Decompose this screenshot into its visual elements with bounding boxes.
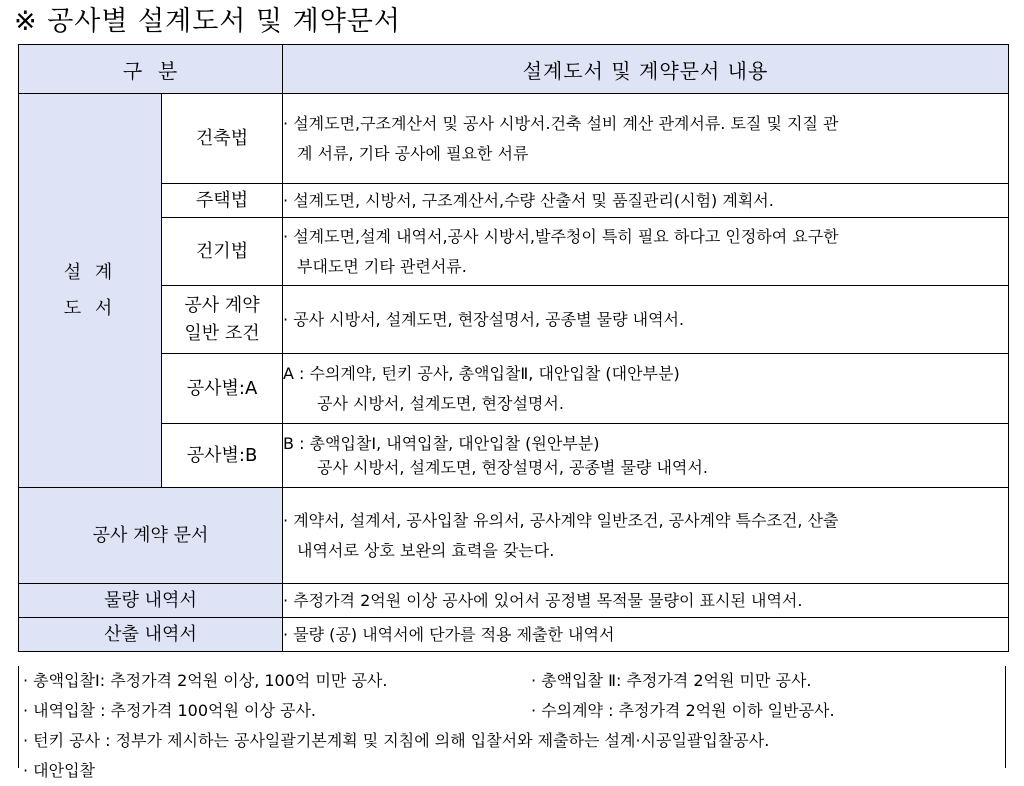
row-name-type-a: 공사별:A <box>162 354 283 424</box>
note-row <box>19 756 1005 786</box>
quantity-bill-content <box>283 584 1009 618</box>
content-line: · 설계도면,설계 내역서,공사 시방서,발주청이 특히 필요 하다고 인정하여 요구한 <box>283 226 839 246</box>
table-row <box>19 184 1009 218</box>
contract-docs-label: 공사 계약 문서 <box>19 488 283 584</box>
row-content-building-act <box>283 94 1009 184</box>
row-name-type-b: 공사별:B <box>162 424 283 488</box>
content-line: · 물량 (공) 내역서에 단가를 적용 제출한 내역서 <box>283 624 615 644</box>
page-title: ※ 공사별 설계도서 및 계약문서 <box>14 6 401 37</box>
note-row <box>19 666 1005 696</box>
quantity-bill-label: 물량 내역서 <box>19 584 283 618</box>
content-line: 부대도면 기타 관련서류. <box>297 256 467 276</box>
bidding-notes <box>18 666 1006 780</box>
row-content-construction-tech-act <box>283 218 1009 286</box>
general-conditions-line2: 일반 조건 <box>184 322 260 344</box>
note-lump-sum-1: · 총액입찰Ⅰ: 추정가격 2억원 이상, 100억 미만 공사. <box>23 671 388 690</box>
calc-bill-content <box>283 618 1009 652</box>
content-line: · 설계도면, 시방서, 구조계산서,수량 산출서 및 품질관리(시험) 계획서. <box>283 190 774 210</box>
general-conditions-line1: 공사 계약 <box>184 294 260 316</box>
table-row <box>19 354 1009 424</box>
design-contract-docs-table <box>18 44 1009 652</box>
row-content-housing-act <box>283 184 1009 218</box>
note-turnkey: · 턴키 공사 : 정부가 제시하는 공사일괄기본계획 및 지침에 의해 입찰서와 제출하는 설계·시공일괄입찰공사. <box>23 731 770 750</box>
note-row <box>19 696 1005 726</box>
contract-docs-content <box>283 488 1009 584</box>
table-row <box>19 286 1009 354</box>
row-content-type-b <box>283 424 1009 488</box>
table-row <box>19 424 1009 488</box>
content-line: 내역서로 상호 보완의 효력을 갖는다. <box>297 540 555 560</box>
row-content-type-a <box>283 354 1009 424</box>
content-line: · 계약서, 설계서, 공사입찰 유의서, 공사계약 일반조건, 공사계약 특수조건, 산출 <box>283 510 839 530</box>
table-row <box>19 218 1009 286</box>
content-line: · 공사 시방서, 설계도면, 현장설명서, 공종별 물량 내역서. <box>283 309 685 329</box>
row-name-construction-tech-act: 건기법 <box>162 218 283 286</box>
table-row <box>19 488 1009 584</box>
note-private-contract: · 수의계약 : 추정가격 2억원 이하 일반공사. <box>531 701 835 720</box>
note-alternative-bid: · 대안입찰 <box>23 761 95 780</box>
row-name-general-conditions <box>162 286 283 354</box>
header-category: 구 분 <box>19 45 283 94</box>
content-line: 공사 시방서, 설계도면, 현장설명서, 공종별 물량 내역서. <box>317 457 708 477</box>
header-content: 설계도서 및 계약문서 내용 <box>283 45 1009 94</box>
table-row <box>19 94 1009 184</box>
note-itemized-bid: · 내역입찰 : 추정가격 100억원 이상 공사. <box>23 701 317 720</box>
design-docs-label-line1: 설 계 <box>63 261 117 283</box>
content-line: · 설계도면,구조계산서 및 공사 시방서.건축 설비 계산 관계서류. 토질 및 지질 관 <box>283 113 839 133</box>
content-line: A : 수의계약, 턴키 공사, 총액입찰Ⅱ, 대안입찰 (대안부분) <box>283 363 680 383</box>
table-row <box>19 618 1009 652</box>
content-line: B : 총액입찰Ⅰ, 내역입찰, 대안입찰 (원안부분) <box>283 433 600 453</box>
calc-bill-label: 산출 내역서 <box>19 618 283 652</box>
content-line: 공사 시방서, 설계도면, 현장설명서. <box>317 393 564 413</box>
content-line: 계 서류, 기타 공사에 필요한 서류 <box>297 143 529 163</box>
content-line: · 추정가격 2억원 이상 공사에 있어서 공정별 목적물 물량이 표시된 내역서. <box>283 590 803 610</box>
note-row <box>19 726 1005 756</box>
table-header-row <box>19 45 1009 94</box>
row-name-building-act: 건축법 <box>162 94 283 184</box>
design-docs-label-line2: 도 서 <box>63 297 117 319</box>
row-name-housing-act: 주택법 <box>162 184 283 218</box>
row-content-general-conditions <box>283 286 1009 354</box>
design-docs-category <box>19 94 162 488</box>
note-lump-sum-2: · 총액입찰 Ⅱ: 추정가격 2억원 미만 공사. <box>531 671 812 690</box>
table-row <box>19 584 1009 618</box>
